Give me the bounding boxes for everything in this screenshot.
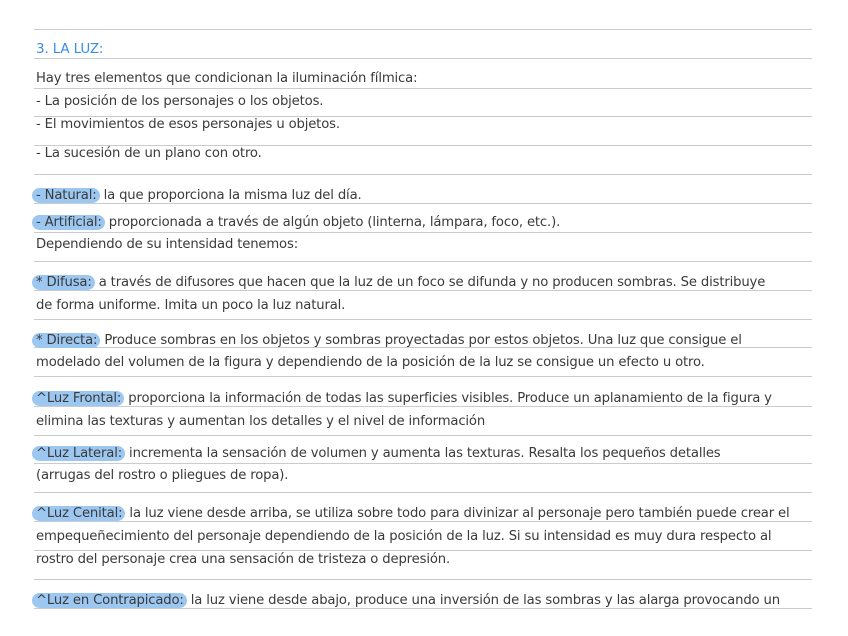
ruled-line [34, 435, 812, 436]
cenital-definition: la luz viene desde arriba, se utiliza sobre todo para divinizar al personaje pero también puede crear el [125, 506, 790, 521]
ruled-line [34, 88, 812, 89]
difusa-definition: a través de difusores que hacen que la luz de un foco se difunda y no producen sombras. Se distribuye [94, 275, 766, 290]
cenital-definition-cont: rostro del personaje crea una sensación de tristeza o depresión. [36, 552, 451, 567]
frontal-definition: proporciona la información de todas las superficies visibles. Produce un aplanamiento de la figura y [124, 391, 772, 406]
cenital-entry [36, 505, 790, 523]
artificial-definition: proporcionada a través de algún objeto (linterna, lámpara, foco, etc.). [104, 215, 561, 230]
contrapicado-term-highlight: ^Luz en Contrapicado: [32, 593, 187, 608]
ruled-line [34, 29, 812, 30]
intro-line: Hay tres elementos que condicionan la iluminación fílmica: [36, 71, 418, 86]
intro-item-movement: - El movimientos de esos personajes u objetos. [36, 117, 340, 132]
artificial-light-entry [36, 214, 560, 232]
difusa-entry [36, 274, 765, 292]
ruled-line [34, 463, 812, 464]
directa-term-highlight: * Directa: [32, 333, 100, 348]
ruled-line [34, 58, 812, 59]
directa-definition-cont: modelado del volumen de la figura y dependiendo de la posición de la luz se consigue un efecto u otro. [36, 355, 705, 370]
difusa-term-highlight: * Difusa: [32, 275, 95, 290]
lateral-term-highlight: ^Luz Lateral: [32, 446, 125, 461]
cenital-definition-cont: empequeñecimiento del personaje dependiendo de la posición de la luz. Si su intensidad es muy dura respecto al [36, 529, 772, 544]
frontal-term-highlight: ^Luz Frontal: [32, 391, 124, 406]
directa-definition: Produce sombras en los objetos y sombras proyectadas por estos objetos. Una luz que consigue el [100, 333, 742, 348]
natural-term-highlight: - Natural: [32, 188, 100, 203]
ruled-line [34, 492, 812, 493]
ruled-line [34, 261, 812, 262]
directa-entry [36, 332, 742, 350]
ruled-line [34, 232, 812, 233]
frontal-entry [36, 390, 772, 408]
intensity-intro: Dependiendo de su intensidad tenemos: [36, 237, 298, 252]
intro-item-position: - La posición de los personajes o los objetos. [36, 94, 324, 109]
lateral-entry [36, 445, 721, 463]
artificial-term-highlight: - Artificial: [32, 215, 105, 230]
natural-definition: la que proporciona la misma luz del día. [99, 188, 362, 203]
difusa-definition-cont: de forma uniforme. Imita un poco la luz natural. [36, 298, 346, 313]
natural-light-entry [36, 187, 362, 205]
ruled-line [34, 319, 812, 320]
ruled-line [34, 376, 812, 377]
lateral-definition-cont: (arrugas del rostro o pliegues de ropa). [36, 468, 289, 483]
cenital-term-highlight: ^Luz Cenital: [32, 506, 125, 521]
ruled-line [34, 579, 812, 580]
lateral-definition: incrementa la sensación de volumen y aumenta las texturas. Resalta los pequeños detalles [125, 446, 721, 461]
frontal-definition-cont: elimina las texturas y aumentan los detalles y el nivel de información [36, 414, 486, 429]
section-title: 3. LA LUZ: [36, 41, 104, 57]
contrapicado-definition: la luz viene desde abajo, produce una inversión de las sombras y las alarga provocando un [186, 593, 780, 608]
contrapicado-entry [36, 592, 780, 610]
intro-item-sequence: - La sucesión de un plano con otro. [36, 146, 262, 161]
ruled-line [34, 174, 812, 175]
